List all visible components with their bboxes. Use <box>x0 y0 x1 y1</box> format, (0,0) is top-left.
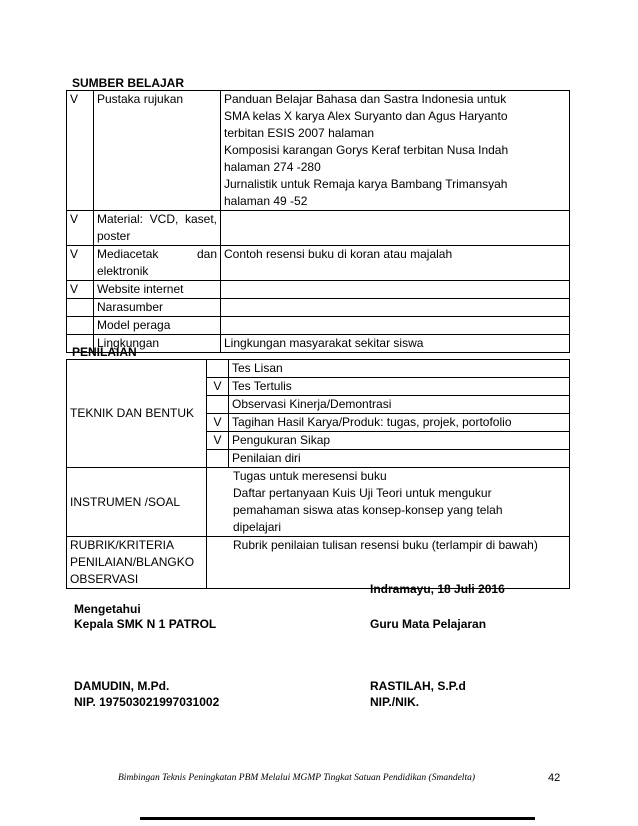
sumber-desc <box>221 211 570 246</box>
rubrik-text: Rubrik penilaian tulisan resensi buku (terlampir di bawah) <box>207 537 570 589</box>
instrumen-row <box>67 468 570 537</box>
sumber-name: Mediacetak dan elektronik <box>94 246 221 281</box>
instrumen-line: Daftar pertanyaan Kuis Uji Teori untuk mengukur <box>233 486 492 500</box>
instrumen-label: INSTRUMEN /SOAL <box>67 468 207 537</box>
right-title: Guru Mata Pelajaran <box>370 617 487 631</box>
sumber-mark <box>67 317 94 335</box>
sumber-name: Material: VCD, kaset, poster <box>94 211 221 246</box>
sumber-desc-line: terbitan ESIS 2007 halaman <box>224 126 375 140</box>
page-number: 42 <box>548 772 561 784</box>
sumber-row <box>67 335 570 353</box>
sumber-desc <box>221 281 570 299</box>
teknik-mark <box>207 360 229 378</box>
teknik-mark: V <box>207 432 229 450</box>
footer-text: Bimbingan Teknis Peningkatan PBM Melalui MGMP Tingkat Satuan Pendidikan (Smandelta) <box>118 773 475 783</box>
sumber-row <box>67 211 570 246</box>
penilaian-heading: PENILAIAN <box>72 345 137 359</box>
sumber-desc-line: Lingkungan masyarakat sekitar siswa <box>224 336 424 350</box>
sumber-name: Pustaka rujukan <box>94 91 221 211</box>
penilaian-table <box>66 359 570 589</box>
sumber-desc-line: SMA kelas X karya Alex Suryanto dan Agus Haryanto <box>224 109 508 123</box>
teknik-item: Tagihan Hasil Karya/Produk: tugas, projek, portofolio <box>229 414 570 432</box>
rubrik-row <box>67 537 570 589</box>
teknik-mark: V <box>207 378 229 396</box>
sumber-desc <box>221 335 570 353</box>
sumber-desc <box>221 246 570 281</box>
sumber-mark <box>67 299 94 317</box>
teknik-item: Tes Lisan <box>229 360 570 378</box>
rubrik-label-line: PENILAIAN/BLANGKO <box>70 555 195 569</box>
sumber-desc-line: halaman 274 -280 <box>224 160 321 174</box>
right-nip: NIP./NIK. <box>370 695 420 709</box>
teknik-item: Tes Tertulis <box>229 378 570 396</box>
sumber-desc-line: halaman 49 -52 <box>224 194 308 208</box>
sumber-mark: V <box>67 211 94 246</box>
sumber-name: Narasumber <box>94 299 221 317</box>
place-date: Indramayu, 18 Juli 2016 <box>370 582 505 596</box>
teknik-item: Pengukuran Sikap <box>229 432 570 450</box>
left-name: DAMUDIN, M.Pd. <box>74 679 170 693</box>
sumber-desc <box>221 317 570 335</box>
sumber-row <box>67 317 570 335</box>
rubrik-label-line: RUBRIK/KRITERIA <box>70 538 175 552</box>
left-nip: NIP. 197503021997031002 <box>74 695 220 709</box>
sumber-desc-line: Jurnalistik untuk Remaja karya Bambang Trimansyah <box>224 177 508 191</box>
instrumen-text <box>207 468 570 537</box>
sumber-table <box>66 90 570 353</box>
sumber-desc <box>221 91 570 211</box>
right-name: RASTILAH, S.P.d <box>370 679 466 693</box>
teknik-row <box>67 360 570 378</box>
teknik-mark <box>207 396 229 414</box>
teknik-item: Penilaian diri <box>229 450 570 468</box>
left-title-2: Kepala SMK N 1 PATROL <box>74 617 217 631</box>
teknik-item: Observasi Kinerja/Demontrasi <box>229 396 570 414</box>
rubrik-label <box>67 537 207 589</box>
sumber-desc-line: Komposisi karangan Gorys Keraf terbitan Nusa Indah <box>224 143 509 157</box>
sumber-name: Website internet <box>94 281 221 299</box>
left-title-1: Mengetahui <box>74 602 141 616</box>
sumber-row <box>67 91 570 211</box>
rubrik-label-line: OBSERVASI <box>70 572 139 586</box>
sumber-desc <box>221 299 570 317</box>
sumber-name: Model peraga <box>94 317 221 335</box>
instrumen-line: Tugas untuk meresensi buku <box>233 469 387 483</box>
teknik-mark: V <box>207 414 229 432</box>
sumber-row <box>67 281 570 299</box>
instrumen-line: pemahaman siswa atas konsep-konsep yang telah <box>233 503 503 517</box>
sumber-heading: SUMBER BELAJAR <box>72 76 185 90</box>
sumber-mark: V <box>67 281 94 299</box>
sumber-row <box>67 299 570 317</box>
sumber-mark: V <box>67 246 94 281</box>
sumber-desc-line: Contoh resensi buku di koran atau majalah <box>224 247 453 261</box>
teknik-mark <box>207 450 229 468</box>
sumber-name: Lingkungan <box>94 335 221 353</box>
bottom-rule <box>140 817 535 820</box>
sumber-desc-line: Panduan Belajar Bahasa dan Sastra Indonesia untuk <box>224 92 507 106</box>
instrumen-line: dipelajari <box>233 520 282 534</box>
sumber-mark: V <box>67 91 94 211</box>
teknik-label: TEKNIK DAN BENTUK <box>67 360 207 468</box>
sumber-row <box>67 246 570 281</box>
